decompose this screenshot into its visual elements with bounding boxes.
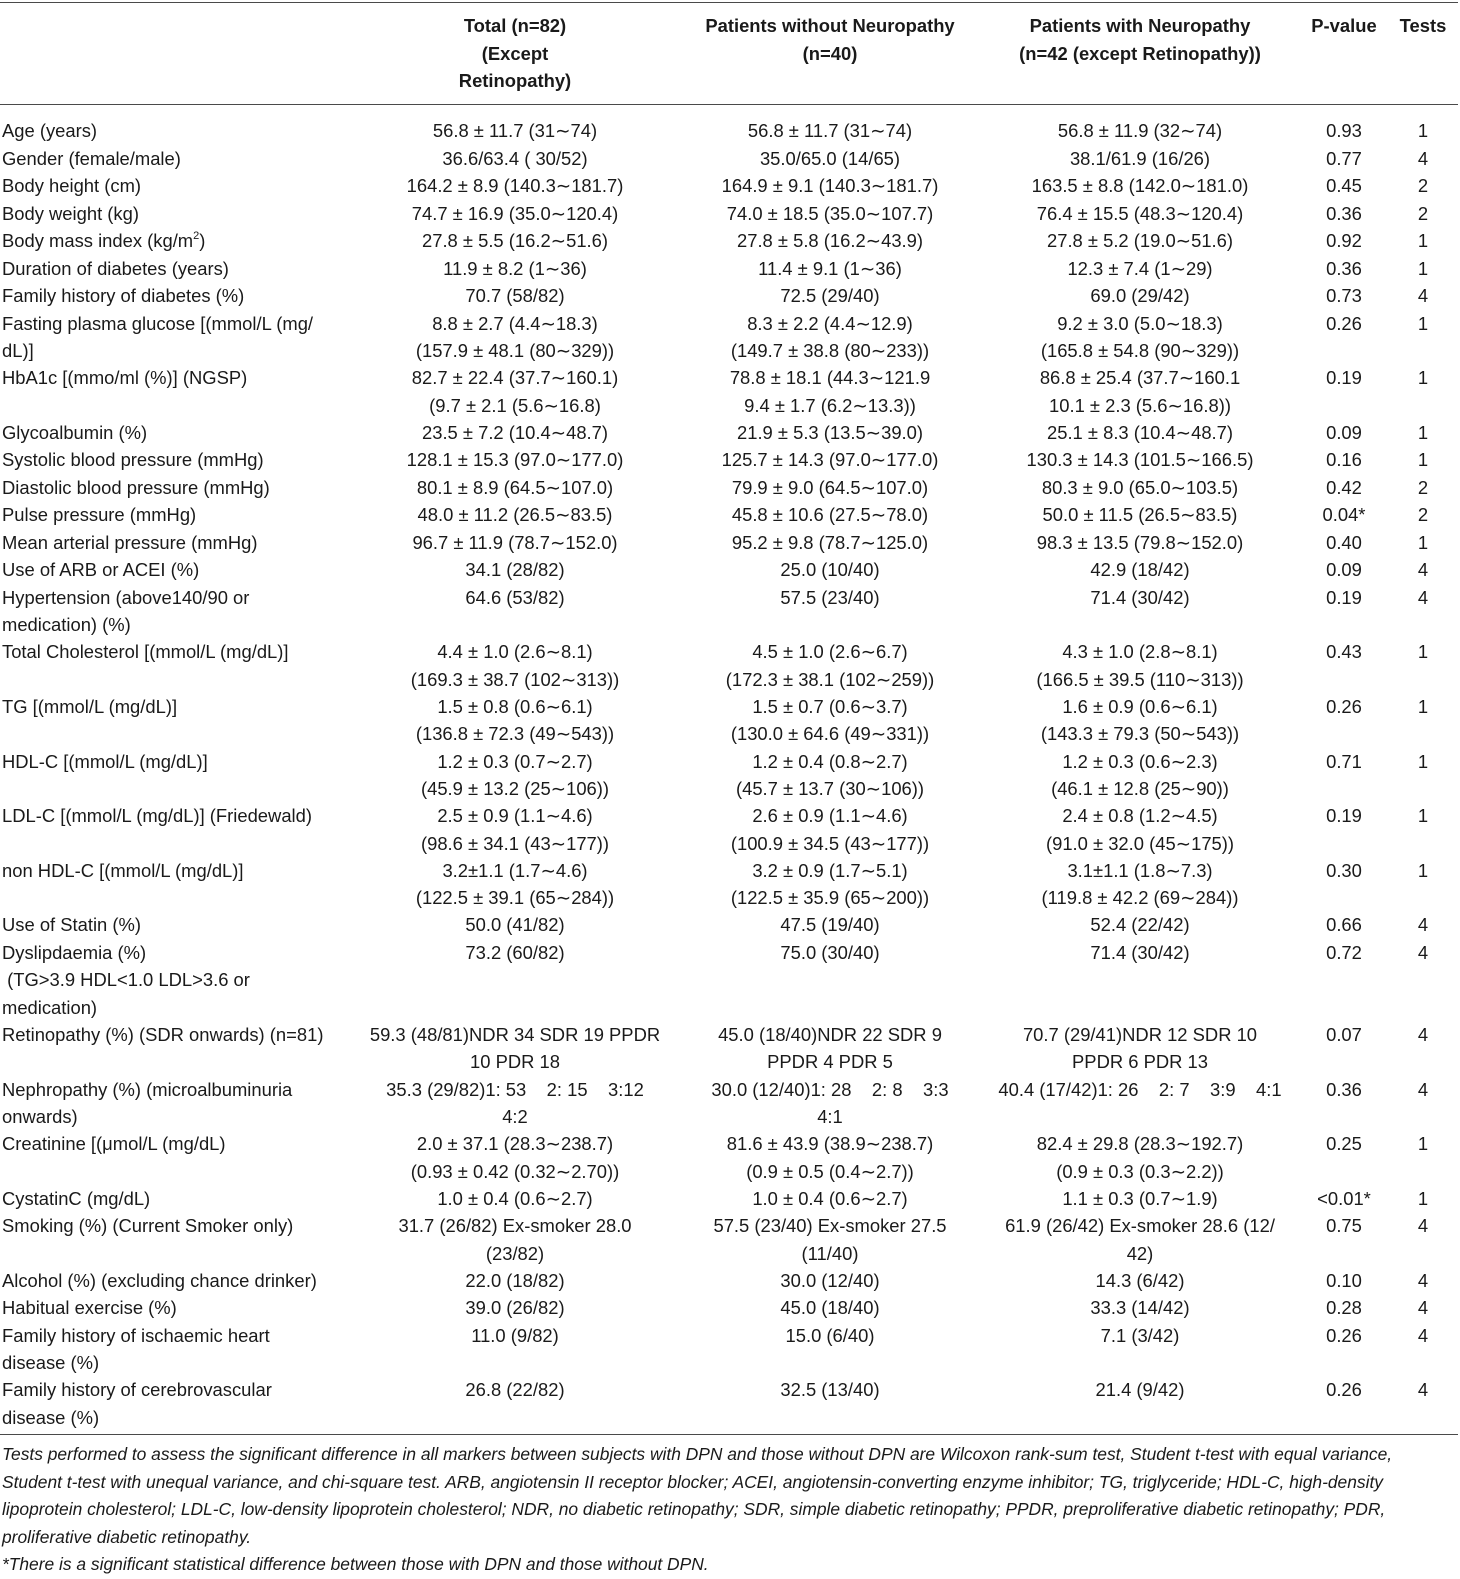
cell-with: (91.0 ± 32.0 (45∼175)) — [1045, 832, 1235, 854]
cell-pvalue: 0.40 — [1326, 531, 1362, 553]
cell-total: 8.8 ± 2.7 (4.4∼18.3) — [432, 312, 598, 334]
row-label — [2, 748, 208, 776]
cell-tests: 4 — [1417, 586, 1429, 608]
row-label — [2, 255, 229, 283]
row-label-text: Nephropathy (%) (microalbuminuria — [2, 1078, 293, 1100]
cell-tests: 4 — [1417, 1297, 1429, 1319]
row-label — [2, 172, 141, 200]
cell-without: 1.5 ± 0.7 (0.6∼3.7) — [752, 695, 908, 717]
cell-with: 12.3 ± 7.4 (1∼29) — [1067, 257, 1213, 279]
header-total: Retinopathy) — [458, 70, 572, 91]
cell-with: 86.8 ± 25.4 (37.7∼160.1 — [1039, 367, 1241, 389]
cell-with: 14.3 (6/42) — [1095, 1269, 1185, 1291]
row-label-text: Hypertension (above140/90 or — [2, 586, 250, 608]
row-label — [2, 1103, 78, 1131]
cell-total: (0.93 ± 0.42 (0.32∼2.70)) — [410, 1160, 620, 1182]
row-label — [2, 1404, 99, 1432]
row-label-text: Retinopathy (%) (SDR onwards) (n=81) — [2, 1023, 324, 1045]
row-label-text: medication) (%) — [2, 614, 131, 636]
row-label-text: HbA1c [(mmo/ml (%)] (NGSP) — [2, 367, 248, 389]
header-pvalue: P-value — [1311, 15, 1377, 36]
row-label-text: dL)] — [2, 340, 34, 361]
cell-tests: 2 — [1417, 202, 1429, 224]
superscript: 2 — [193, 230, 200, 242]
cell-pvalue: 0.43 — [1326, 641, 1362, 663]
row-label-text: Glycoalbumin (%) — [2, 421, 148, 443]
cell-tests: 4 — [1417, 1379, 1429, 1401]
cell-total: 2.0 ± 37.1 (28.3∼238.7) — [416, 1133, 614, 1155]
row-label-text: Family history of diabetes (%) — [2, 285, 245, 306]
cell-without: 56.8 ± 11.7 (31∼74) — [747, 120, 913, 141]
cell-total: 74.7 ± 16.9 (35.0∼120.4) — [411, 202, 619, 224]
row-label — [2, 584, 249, 612]
row-label-text: onwards) — [2, 1106, 78, 1127]
cell-pvalue: 0.04* — [1322, 504, 1366, 526]
row-label-tail: ) — [199, 230, 206, 251]
cell-pvalue: 0.75 — [1326, 1215, 1362, 1237]
header-tests: Tests — [1399, 15, 1447, 36]
cell-pvalue: 0.28 — [1326, 1297, 1362, 1319]
cell-pvalue: 0.19 — [1326, 367, 1362, 389]
row-label — [2, 227, 205, 255]
cell-without: 21.9 ± 5.3 (13.5∼39.0) — [736, 421, 924, 443]
cell-without: (122.5 ± 35.9 (65∼200)) — [730, 887, 930, 909]
row-label-text: Systolic blood pressure (mmHg) — [2, 449, 264, 471]
cell-pvalue: 0.77 — [1326, 147, 1362, 169]
cell-tests: 1 — [1417, 531, 1429, 553]
cell-total: (23/82) — [485, 1242, 545, 1264]
row-label — [2, 529, 258, 557]
row-label-text: disease (%) — [2, 1352, 100, 1374]
cell-pvalue: 0.30 — [1326, 859, 1362, 881]
cell-tests: 4 — [1417, 914, 1429, 936]
footnote-line: proliferative diabetic retinopathy. — [2, 1526, 252, 1547]
cell-with: (166.5 ± 39.5 (110∼313)) — [1036, 668, 1244, 690]
row-label-text: LDL-C [(mmol/L (mg/dL)] (Friedewald) — [2, 805, 312, 827]
header-total: Total (n=82) — [463, 15, 567, 36]
cell-without: (0.9 ± 0.5 (0.4∼2.7)) — [746, 1160, 914, 1182]
cell-total: (122.5 ± 39.1 (65∼284)) — [415, 887, 615, 909]
cell-pvalue: 0.45 — [1326, 175, 1362, 196]
cell-total: 2.5 ± 0.9 (1.1∼4.6) — [437, 805, 593, 827]
row-label — [2, 556, 199, 584]
row-label-text: Total Cholesterol [(mmol/L (mg/dL)] — [2, 641, 289, 663]
cell-total: 31.7 (26/82) Ex-smoker 28.0 — [398, 1215, 632, 1237]
cell-total: 3.2±1.1 (1.7∼4.6) — [442, 859, 588, 881]
row-label-text: Body mass index (kg/m — [2, 230, 194, 251]
cell-without: 75.0 (30/40) — [780, 941, 880, 963]
cell-with: PPDR 6 PDR 13 — [1072, 1051, 1208, 1073]
cell-total: (9.7 ± 2.1 (5.6∼16.8) — [429, 394, 601, 416]
cell-without: 125.7 ± 14.3 (97.0∼177.0) — [721, 449, 939, 471]
cell-without: (45.7 ± 13.7 (30∼106)) — [735, 778, 925, 799]
cell-with: 52.4 (22/42) — [1090, 914, 1190, 936]
cell-with: 61.9 (26/42) Ex-smoker 28.6 (12/ — [1005, 1215, 1275, 1237]
footnote-line: Tests performed to assess the significant difference in all markers between subjects with DPN and those without DPN are Wilcoxon rank-sum test, Student t-test with equal variance, — [2, 1444, 1393, 1464]
row-label — [2, 1376, 272, 1404]
cell-without: 79.9 ± 9.0 (64.5∼107.0) — [731, 476, 929, 498]
cell-without: 1.0 ± 0.4 (0.6∼2.7) — [752, 1187, 908, 1209]
cell-without: 45.0 (18/40) — [780, 1297, 880, 1319]
cell-without: 164.9 ± 9.1 (140.3∼181.7) — [721, 175, 939, 196]
bottom-rule — [0, 1434, 1458, 1435]
cell-without: 57.5 (23/40) — [780, 586, 880, 608]
cell-total: 39.0 (26/82) — [465, 1297, 565, 1319]
row-label-text: Body height (cm) — [2, 175, 142, 196]
cell-total: 164.2 ± 8.9 (140.3∼181.7) — [406, 175, 624, 196]
footnote-line: Student t-test with unequal variance, and chi-square test. ARB, angiotensin II receptor blocker; ACEI, angiotensin-converting enzyme inhibitor; TG, triglyceride; HDL-C, high-density — [2, 1471, 1383, 1492]
cell-tests: 4 — [1417, 1269, 1429, 1291]
cell-tests: 1 — [1417, 859, 1429, 881]
cell-without: 81.6 ± 43.9 (38.9∼238.7) — [726, 1133, 934, 1155]
cell-total: (136.8 ± 72.3 (49∼543)) — [415, 723, 615, 745]
cell-tests: 1 — [1417, 1133, 1429, 1155]
header-without: (n=40) — [802, 42, 858, 64]
cell-pvalue: 0.19 — [1326, 805, 1362, 827]
cell-pvalue: 0.26 — [1326, 695, 1362, 717]
cell-total: 35.3 (29/82)1: 53 2: 15 3:12 — [386, 1078, 644, 1100]
row-label-text: medication) — [2, 996, 98, 1018]
row-label — [2, 117, 97, 145]
cell-without: 45.0 (18/40)NDR 22 SDR 9 — [718, 1023, 942, 1045]
cell-pvalue: 0.36 — [1326, 1078, 1362, 1100]
row-label-text: Mean arterial pressure (mmHg) — [2, 531, 258, 553]
cell-with: 1.2 ± 0.3 (0.6∼2.3) — [1062, 750, 1218, 772]
cell-total: 27.8 ± 5.5 (16.2∼51.6) — [421, 230, 609, 251]
row-label-text: non HDL-C [(mmol/L (mg/dL)] — [2, 859, 244, 881]
cell-with: 25.1 ± 8.3 (10.4∼48.7) — [1046, 421, 1234, 443]
header-with: (n=42 (except Retinopathy)) — [1019, 42, 1261, 64]
row-label-text: Creatinine [(μmol/L (mg/dL) — [2, 1133, 226, 1155]
row-label — [2, 310, 313, 338]
cell-total: 1.0 ± 0.4 (0.6∼2.7) — [437, 1187, 593, 1209]
header-rule — [0, 104, 1458, 105]
cell-total: 1.5 ± 0.8 (0.6∼6.1) — [437, 695, 593, 717]
cell-total: 11.9 ± 8.2 (1∼36) — [443, 257, 587, 279]
cell-with: 7.1 (3/42) — [1100, 1324, 1180, 1346]
cell-total: 10 PDR 18 — [470, 1051, 560, 1073]
cell-without: 8.3 ± 2.2 (4.4∼12.9) — [747, 312, 913, 334]
row-label — [2, 337, 34, 365]
cell-without: (100.9 ± 34.5 (43∼177)) — [730, 832, 930, 854]
row-label-text: Body weight (kg) — [2, 202, 139, 224]
row-label-text: Pulse pressure (mmHg) — [2, 504, 197, 526]
cell-total: 70.7 (58/82) — [465, 285, 565, 306]
cell-without: 11.4 ± 9.1 (1∼36) — [758, 257, 902, 279]
cell-tests: 1 — [1417, 750, 1429, 772]
cell-tests: 2 — [1417, 476, 1429, 498]
cell-with: (0.9 ± 0.3 (0.3∼2.2)) — [1056, 1160, 1224, 1182]
header-total: (Except — [481, 42, 549, 64]
row-label-text: Family history of cerebrovascular — [2, 1379, 272, 1401]
cell-with: 1.1 ± 0.3 (0.7∼1.9) — [1062, 1187, 1218, 1209]
row-label — [2, 364, 247, 392]
cell-total: 34.1 (28/82) — [465, 559, 565, 581]
cell-total: 50.0 (41/82) — [465, 914, 565, 936]
cell-with: 2.4 ± 0.8 (1.2∼4.5) — [1062, 805, 1218, 827]
cell-with: 69.0 (29/42) — [1090, 285, 1190, 306]
cell-with: (143.3 ± 79.3 (50∼543)) — [1040, 723, 1240, 745]
row-label — [2, 1294, 177, 1322]
row-label — [2, 1076, 292, 1104]
row-label — [2, 939, 146, 967]
row-label-text: Habitual exercise (%) — [2, 1297, 177, 1319]
cell-tests: 1 — [1417, 120, 1429, 141]
cell-pvalue: 0.73 — [1326, 285, 1362, 306]
cell-pvalue: 0.19 — [1326, 586, 1362, 608]
cell-total: 56.8 ± 11.7 (31∼74) — [432, 120, 598, 141]
cell-pvalue: 0.26 — [1326, 1379, 1362, 1401]
cell-without: 30.0 (12/40) — [780, 1269, 880, 1291]
row-label-text: Fasting plasma glucose [(mmol/L (mg/ — [2, 312, 314, 334]
row-label — [2, 1322, 270, 1350]
row-label — [2, 1130, 226, 1158]
cell-with: 130.3 ± 14.3 (101.5∼166.5) — [1026, 449, 1254, 471]
cell-without: PPDR 4 PDR 5 — [767, 1051, 893, 1073]
cell-with: 71.4 (30/42) — [1090, 586, 1190, 608]
cell-pvalue: 0.36 — [1326, 202, 1362, 224]
cell-with: 38.1/61.9 (16/26) — [1069, 147, 1211, 169]
row-label-text: Smoking (%) (Current Smoker only) — [2, 1215, 294, 1237]
cell-without: 27.8 ± 5.8 (16.2∼43.9) — [736, 230, 924, 251]
row-label — [2, 282, 244, 310]
cell-with: 42) — [1126, 1242, 1154, 1264]
row-label-text: (TG>3.9 HDL<1.0 LDL>3.6 or — [2, 969, 250, 991]
cell-without: 3.2 ± 0.9 (1.7∼5.1) — [752, 859, 908, 881]
cell-without: 74.0 ± 18.5 (35.0∼107.7) — [726, 202, 934, 224]
cell-total: 4.4 ± 1.0 (2.6∼8.1) — [437, 641, 593, 663]
cell-total: 59.3 (48/81)NDR 34 SDR 19 PPDR — [369, 1023, 661, 1045]
cell-with: (165.8 ± 54.8 (90∼329)) — [1040, 340, 1240, 361]
cell-with: 10.1 ± 2.3 (5.6∼16.8)) — [1049, 394, 1231, 416]
cell-with: 9.2 ± 3.0 (5.0∼18.3) — [1057, 312, 1223, 334]
cell-total: (169.3 ± 38.7 (102∼313)) — [410, 668, 620, 690]
cell-without: 25.0 (10/40) — [780, 559, 880, 581]
row-label-text: Family history of ischaemic heart — [2, 1324, 270, 1346]
cell-tests: 1 — [1417, 805, 1429, 827]
cell-pvalue: 0.72 — [1326, 941, 1362, 963]
cell-without: 32.5 (13/40) — [780, 1379, 880, 1401]
cell-with: 1.6 ± 0.9 (0.6∼6.1) — [1062, 695, 1218, 717]
cell-without: (130.0 ± 64.6 (49∼331)) — [730, 723, 930, 745]
cell-tests: 1 — [1417, 695, 1429, 717]
row-label-text: Diastolic blood pressure (mmHg) — [2, 476, 270, 498]
cell-with: 21.4 (9/42) — [1095, 1379, 1185, 1401]
cell-without: 2.6 ± 0.9 (1.1∼4.6) — [752, 805, 908, 827]
row-label — [2, 200, 139, 228]
cell-tests: 4 — [1417, 559, 1429, 581]
row-label-text: Gender (female/male) — [2, 147, 181, 169]
cell-without: 9.4 ± 1.7 (6.2∼13.3)) — [744, 394, 916, 416]
row-label — [2, 501, 196, 529]
row-label — [2, 994, 97, 1022]
row-label-text: Use of Statin (%) — [2, 914, 141, 936]
cell-without: 78.8 ± 18.1 (44.3∼121.9 — [729, 367, 931, 389]
cell-tests: 4 — [1417, 1078, 1429, 1100]
cell-tests: 4 — [1417, 1023, 1429, 1045]
cell-without: 45.8 ± 10.6 (27.5∼78.0) — [731, 504, 929, 526]
header-with: Patients with Neuropathy — [1029, 15, 1251, 36]
cell-pvalue: 0.36 — [1326, 257, 1362, 279]
cell-without: (11/40) — [801, 1242, 859, 1264]
cell-without: 57.5 (23/40) Ex-smoker 27.5 — [713, 1215, 947, 1237]
cell-tests: 1 — [1417, 230, 1429, 251]
cell-total: 4:2 — [502, 1106, 528, 1127]
cell-without: 15.0 (6/40) — [785, 1324, 875, 1346]
cell-total: 128.1 ± 15.3 (97.0∼177.0) — [406, 449, 624, 471]
cell-total: 22.0 (18/82) — [465, 1269, 565, 1291]
cell-tests: 1 — [1417, 257, 1429, 279]
row-label — [2, 693, 177, 721]
cell-pvalue: 0.16 — [1326, 449, 1362, 471]
cell-tests: 4 — [1417, 1324, 1429, 1346]
row-label — [2, 802, 312, 830]
row-label — [2, 1267, 317, 1295]
cell-pvalue: 0.42 — [1326, 476, 1362, 498]
cell-total: 64.6 (53/82) — [465, 586, 565, 608]
row-label — [2, 1185, 150, 1213]
cell-pvalue: 0.09 — [1326, 421, 1362, 443]
cell-total: 96.7 ± 11.9 (78.7∼152.0) — [412, 531, 618, 553]
cell-with: 70.7 (29/41)NDR 12 SDR 10 — [1022, 1023, 1258, 1045]
row-label — [2, 857, 244, 885]
cell-tests: 4 — [1417, 941, 1429, 963]
cell-tests: 1 — [1417, 312, 1429, 334]
cell-tests: 1 — [1417, 449, 1429, 471]
cell-tests: 1 — [1417, 367, 1429, 389]
cell-pvalue: 0.09 — [1326, 559, 1362, 581]
row-label — [2, 446, 264, 474]
row-label — [2, 911, 141, 939]
cell-pvalue: 0.26 — [1326, 312, 1362, 334]
cell-tests: 1 — [1417, 641, 1429, 663]
cell-with: 98.3 ± 13.5 (79.8∼152.0) — [1036, 531, 1244, 553]
row-label — [2, 474, 270, 502]
cell-without: 30.0 (12/40)1: 28 2: 8 3:3 — [711, 1078, 949, 1100]
cell-total: 26.8 (22/82) — [465, 1379, 565, 1401]
row-label-text: Duration of diabetes (years) — [2, 257, 229, 279]
cell-pvalue: 0.71 — [1326, 750, 1362, 772]
row-label-text: Use of ARB or ACEI (%) — [2, 559, 200, 581]
cell-tests: 4 — [1417, 285, 1429, 306]
cell-tests: 4 — [1417, 147, 1429, 169]
cell-total: 48.0 ± 11.2 (26.5∼83.5) — [417, 504, 613, 526]
cell-without: 35.0/65.0 (14/65) — [759, 147, 901, 169]
row-label — [2, 611, 131, 639]
row-label-text: TG [(mmol/L (mg/dL)] — [2, 695, 178, 717]
cell-tests: 2 — [1417, 504, 1429, 526]
cell-without: 4:1 — [817, 1106, 843, 1127]
cell-pvalue: 0.66 — [1326, 914, 1362, 936]
row-label-text: HDL-C [(mmol/L (mg/dL)] — [2, 750, 208, 772]
row-label — [2, 1021, 323, 1049]
cell-pvalue: 0.93 — [1326, 120, 1362, 141]
cell-without: (149.7 ± 38.8 (80∼233)) — [730, 340, 930, 361]
row-label-text: Dyslipdaemia (%) — [2, 941, 147, 963]
cell-without: 72.5 (29/40) — [780, 285, 880, 306]
row-label — [2, 1349, 99, 1377]
cell-with: 33.3 (14/42) — [1090, 1297, 1190, 1319]
row-label-text: CystatinC (mg/dL) — [2, 1187, 151, 1209]
cell-total: 80.1 ± 8.9 (64.5∼107.0) — [416, 476, 614, 498]
cell-with: 56.8 ± 11.9 (32∼74) — [1057, 120, 1223, 141]
cell-total: 23.5 ± 7.2 (10.4∼48.7) — [421, 421, 609, 443]
top-rule — [0, 2, 1458, 3]
row-label-text: disease (%) — [2, 1406, 100, 1428]
cell-with: 4.3 ± 1.0 (2.8∼8.1) — [1062, 641, 1218, 663]
cell-pvalue: 0.25 — [1326, 1133, 1362, 1155]
row-label-text: Alcohol (%) (excluding chance drinker) — [2, 1269, 317, 1291]
cell-pvalue: 0.26 — [1326, 1324, 1362, 1346]
cell-pvalue: 0.92 — [1326, 230, 1362, 251]
cell-tests: 1 — [1417, 421, 1429, 443]
row-label — [2, 1212, 293, 1240]
cell-without: 4.5 ± 1.0 (2.6∼6.7) — [752, 641, 908, 663]
cell-total: 1.2 ± 0.3 (0.7∼2.7) — [437, 750, 593, 772]
cell-with: 71.4 (30/42) — [1090, 941, 1190, 963]
footnote-significance: *There is a significant statistical difference between those with DPN and those without DPN. — [2, 1554, 709, 1574]
cell-total: 73.2 (60/82) — [465, 941, 565, 963]
cell-total: (98.6 ± 34.1 (43∼177)) — [420, 832, 610, 854]
cell-without: 95.2 ± 9.8 (78.7∼125.0) — [731, 531, 929, 553]
cell-with: 40.4 (17/42)1: 26 2: 7 3:9 4:1 — [998, 1078, 1282, 1100]
row-label — [2, 145, 181, 173]
cell-pvalue: 0.10 — [1326, 1269, 1362, 1291]
cell-without: 1.2 ± 0.4 (0.8∼2.7) — [752, 750, 908, 772]
cell-total: 11.0 (9/82) — [471, 1324, 559, 1346]
cell-with: 50.0 ± 11.5 (26.5∼83.5) — [1042, 504, 1238, 526]
row-label — [2, 638, 289, 666]
cell-tests: 4 — [1417, 1215, 1429, 1237]
cell-pvalue: <0.01* — [1317, 1187, 1371, 1209]
cell-with: 80.3 ± 9.0 (65.0∼103.5) — [1041, 476, 1239, 498]
row-label — [2, 966, 250, 994]
footnote-line: lipoprotein cholesterol; LDL-C, low-density lipoprotein cholesterol; NDR, no diabetic retinopathy; SDR, simple diabetic retinopathy; PPDR, preproliferative diabetic retinopathy; PDR, — [2, 1499, 1386, 1519]
cell-with: 82.4 ± 29.8 (28.3∼192.7) — [1036, 1133, 1244, 1155]
cell-with: 76.4 ± 15.5 (48.3∼120.4) — [1036, 202, 1244, 224]
cell-with: (46.1 ± 12.8 (25∼90)) — [1051, 778, 1229, 799]
cell-total: (45.9 ± 13.2 (25∼106)) — [420, 778, 610, 799]
cell-without: (172.3 ± 38.1 (102∼259)) — [725, 668, 935, 690]
cell-with: 3.1±1.1 (1.8∼7.3) — [1067, 859, 1213, 881]
cell-tests: 2 — [1417, 175, 1429, 196]
row-label — [2, 419, 147, 447]
cell-pvalue: 0.07 — [1326, 1023, 1362, 1045]
cell-with: 163.5 ± 8.8 (142.0∼181.0) — [1031, 175, 1249, 196]
cell-tests: 1 — [1417, 1187, 1429, 1209]
row-label-text: Age (years) — [2, 120, 98, 141]
cell-total: (157.9 ± 48.1 (80∼329)) — [415, 340, 615, 361]
cell-with: 42.9 (18/42) — [1090, 559, 1190, 581]
header-without: Patients without Neuropathy — [705, 15, 955, 36]
cell-without: 47.5 (19/40) — [780, 914, 880, 936]
cell-with: 27.8 ± 5.2 (19.0∼51.6) — [1046, 230, 1234, 251]
cell-total: 82.7 ± 22.4 (37.7∼160.1) — [411, 367, 619, 389]
cell-with: (119.8 ± 42.2 (69∼284)) — [1041, 887, 1239, 909]
cell-total: 36.6/63.4 ( 30/52) — [442, 147, 588, 169]
